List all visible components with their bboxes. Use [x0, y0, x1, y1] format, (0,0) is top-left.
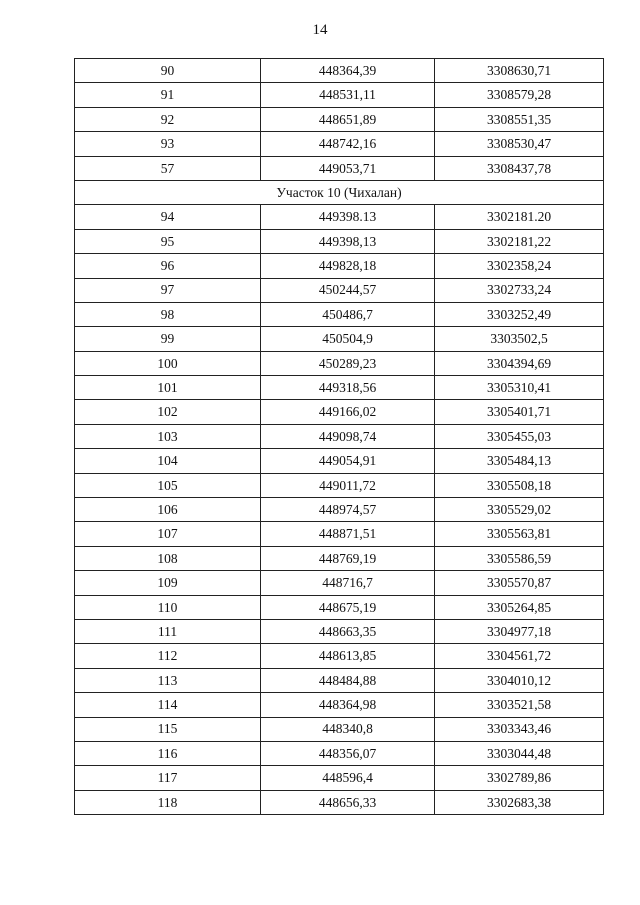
point-number-cell: 103: [75, 424, 261, 448]
x-coordinate-cell: 448871,51: [261, 522, 435, 546]
table-row: [75, 790, 604, 814]
x-coordinate-cell: 450504,9: [261, 327, 435, 351]
x-coordinate-cell: 448656,33: [261, 790, 435, 814]
y-coordinate-cell: 3303252,49: [435, 302, 604, 326]
x-coordinate-cell: 449054,91: [261, 449, 435, 473]
table-row: [75, 571, 604, 595]
point-number-cell: 90: [75, 59, 261, 83]
y-coordinate-cell: 3304561,72: [435, 644, 604, 668]
point-number-cell: 95: [75, 229, 261, 253]
point-number-cell: 101: [75, 376, 261, 400]
y-coordinate-cell: 3303044,48: [435, 741, 604, 765]
x-coordinate-cell: 450289,23: [261, 351, 435, 375]
table-row: [75, 717, 604, 741]
x-coordinate-cell: 448663,35: [261, 619, 435, 643]
y-coordinate-cell: 3308530,47: [435, 132, 604, 156]
point-number-cell: 57: [75, 156, 261, 180]
x-coordinate-cell: 448340,8: [261, 717, 435, 741]
y-coordinate-cell: 3302358,24: [435, 254, 604, 278]
x-coordinate-cell: 448716,7: [261, 571, 435, 595]
y-coordinate-cell: 3302789,86: [435, 766, 604, 790]
x-coordinate-cell: 448651,89: [261, 107, 435, 131]
point-number-cell: 112: [75, 644, 261, 668]
table-row: [75, 522, 604, 546]
table-row: [75, 546, 604, 570]
x-coordinate-cell: 449398.13: [261, 205, 435, 229]
point-number-cell: 99: [75, 327, 261, 351]
y-coordinate-cell: 3303343,46: [435, 717, 604, 741]
table-row: [75, 498, 604, 522]
table-row: [75, 449, 604, 473]
point-number-cell: 110: [75, 595, 261, 619]
table-row: [75, 278, 604, 302]
point-number-cell: 105: [75, 473, 261, 497]
x-coordinate-cell: 448484,88: [261, 668, 435, 692]
table-row: [75, 668, 604, 692]
point-number-cell: 116: [75, 741, 261, 765]
table-row: [75, 424, 604, 448]
x-coordinate-cell: 449053,71: [261, 156, 435, 180]
y-coordinate-cell: 3305586,59: [435, 546, 604, 570]
point-number-cell: 115: [75, 717, 261, 741]
point-number-cell: 106: [75, 498, 261, 522]
table-row: [75, 83, 604, 107]
x-coordinate-cell: 449828,18: [261, 254, 435, 278]
table-row: [75, 473, 604, 497]
point-number-cell: 92: [75, 107, 261, 131]
y-coordinate-cell: 3304977,18: [435, 619, 604, 643]
table-row: [75, 205, 604, 229]
table-row: [75, 766, 604, 790]
y-coordinate-cell: 3305484,13: [435, 449, 604, 473]
table-row: [75, 351, 604, 375]
coordinates-table: [74, 58, 604, 815]
point-number-cell: 94: [75, 205, 261, 229]
table-row: [75, 156, 604, 180]
y-coordinate-cell: 3305529,02: [435, 498, 604, 522]
y-coordinate-cell: 3302683,38: [435, 790, 604, 814]
point-number-cell: 102: [75, 400, 261, 424]
x-coordinate-cell: 449318,56: [261, 376, 435, 400]
point-number-cell: 104: [75, 449, 261, 473]
x-coordinate-cell: 448531,11: [261, 83, 435, 107]
y-coordinate-cell: 3302181.20: [435, 205, 604, 229]
section-header: [75, 180, 604, 204]
page-number: 14: [312, 22, 328, 38]
point-number-cell: 97: [75, 278, 261, 302]
point-number-cell: 96: [75, 254, 261, 278]
y-coordinate-cell: 3305563,81: [435, 522, 604, 546]
table-row: [75, 644, 604, 668]
point-number-cell: 113: [75, 668, 261, 692]
rows-before-section: [75, 59, 604, 181]
y-coordinate-cell: 3304394,69: [435, 351, 604, 375]
y-coordinate-cell: 3305401,71: [435, 400, 604, 424]
table-row: [75, 741, 604, 765]
point-number-cell: 107: [75, 522, 261, 546]
table-row: [75, 619, 604, 643]
table-row: [75, 229, 604, 253]
table-row: [75, 59, 604, 83]
x-coordinate-cell: 450244,57: [261, 278, 435, 302]
section-title: Участок 10 (Чихалан): [75, 180, 604, 204]
table-row: [75, 595, 604, 619]
y-coordinate-cell: 3305455,03: [435, 424, 604, 448]
y-coordinate-cell: 3303521,58: [435, 693, 604, 717]
table-row: [75, 400, 604, 424]
x-coordinate-cell: 449011,72: [261, 473, 435, 497]
x-coordinate-cell: 449166,02: [261, 400, 435, 424]
y-coordinate-cell: 3305310,41: [435, 376, 604, 400]
x-coordinate-cell: 448675,19: [261, 595, 435, 619]
y-coordinate-cell: 3304010,12: [435, 668, 604, 692]
y-coordinate-cell: 3303502,5: [435, 327, 604, 351]
section-row: [75, 180, 604, 204]
point-number-cell: 109: [75, 571, 261, 595]
x-coordinate-cell: 449398,13: [261, 229, 435, 253]
point-number-cell: 93: [75, 132, 261, 156]
y-coordinate-cell: 3305570,87: [435, 571, 604, 595]
y-coordinate-cell: 3302181,22: [435, 229, 604, 253]
x-coordinate-cell: 450486,7: [261, 302, 435, 326]
rows-after-section: [75, 205, 604, 815]
y-coordinate-cell: 3308579,28: [435, 83, 604, 107]
x-coordinate-cell: 448974,57: [261, 498, 435, 522]
point-number-cell: 111: [75, 619, 261, 643]
y-coordinate-cell: 3308630,71: [435, 59, 604, 83]
table-row: [75, 376, 604, 400]
x-coordinate-cell: 448364,98: [261, 693, 435, 717]
x-coordinate-cell: 449098,74: [261, 424, 435, 448]
x-coordinate-cell: 448364,39: [261, 59, 435, 83]
table-row: [75, 132, 604, 156]
point-number-cell: 91: [75, 83, 261, 107]
y-coordinate-cell: 3308437,78: [435, 156, 604, 180]
x-coordinate-cell: 448356,07: [261, 741, 435, 765]
x-coordinate-cell: 448742,16: [261, 132, 435, 156]
point-number-cell: 117: [75, 766, 261, 790]
y-coordinate-cell: 3302733,24: [435, 278, 604, 302]
y-coordinate-cell: 3305264,85: [435, 595, 604, 619]
table-row: [75, 254, 604, 278]
y-coordinate-cell: 3308551,35: [435, 107, 604, 131]
table-row: [75, 693, 604, 717]
point-number-cell: 114: [75, 693, 261, 717]
x-coordinate-cell: 448769,19: [261, 546, 435, 570]
point-number-cell: 98: [75, 302, 261, 326]
point-number-cell: 108: [75, 546, 261, 570]
y-coordinate-cell: 3305508,18: [435, 473, 604, 497]
table-row: [75, 327, 604, 351]
point-number-cell: 118: [75, 790, 261, 814]
x-coordinate-cell: 448596,4: [261, 766, 435, 790]
point-number-cell: 100: [75, 351, 261, 375]
table-row: [75, 107, 604, 131]
table-row: [75, 302, 604, 326]
x-coordinate-cell: 448613,85: [261, 644, 435, 668]
